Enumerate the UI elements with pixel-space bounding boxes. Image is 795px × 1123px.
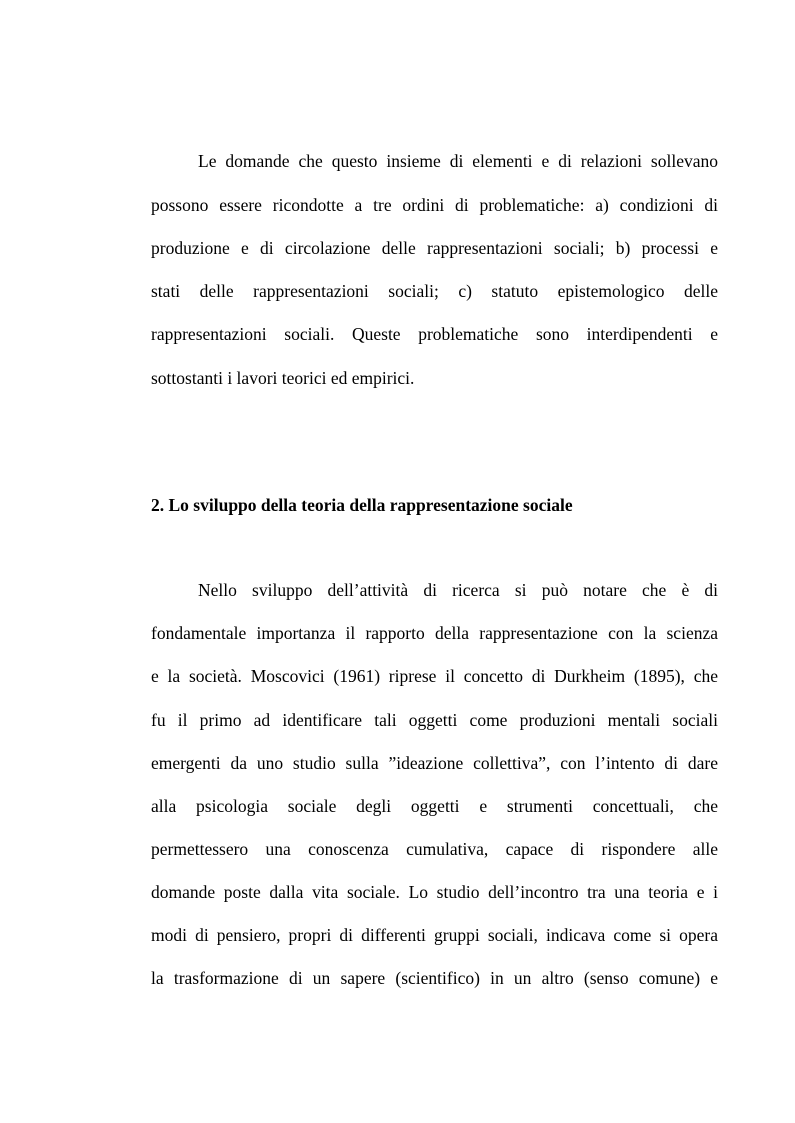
paragraph-line: la trasformazione di un sapere (scientifico) in un altro (senso comune) e [151, 968, 718, 988]
paragraph-line: produzione e di circolazione delle rappresentazioni sociali; b) processi e [151, 238, 718, 258]
paragraph-line: modi di pensiero, propri di differenti gruppi sociali, indicava come si opera [151, 925, 718, 945]
paragraph-line: emergenti da uno studio sulla ”ideazione collettiva”, con l’intento di dare [151, 753, 718, 773]
paragraph-line: Nello sviluppo dell’attività di ricerca si può notare che è di [198, 580, 718, 600]
paragraph-line: possono essere ricondotte a tre ordini di problematiche: a) condizioni di [151, 195, 718, 215]
paragraph-line: stati delle rappresentazioni sociali; c) statuto epistemologico delle [151, 281, 718, 301]
paragraph-line: sottostanti i lavori teorici ed empirici. [151, 368, 415, 388]
paragraph-line: permettessero una conoscenza cumulativa, capace di rispondere alle [151, 839, 718, 859]
paragraph-line: fu il primo ad identificare tali oggetti come produzioni mentali sociali [151, 710, 718, 730]
paragraph-line: fondamentale importanza il rapporto della rappresentazione con la scienza [151, 623, 718, 643]
paragraph-line: e la società. Moscovici (1961) riprese il concetto di Durkheim (1895), che [151, 666, 718, 686]
paragraph-line: rappresentazioni sociali. Queste problematiche sono interdipendenti e [151, 324, 718, 344]
section-heading: 2. Lo sviluppo della teoria della rappresentazione sociale [151, 495, 573, 515]
paragraph-line: domande poste dalla vita sociale. Lo studio dell’incontro tra una teoria e i [151, 882, 718, 902]
paragraph-line: Le domande che questo insieme di elementi e di relazioni sollevano [198, 151, 718, 171]
paragraph-line: alla psicologia sociale degli oggetti e strumenti concettuali, che [151, 796, 718, 816]
